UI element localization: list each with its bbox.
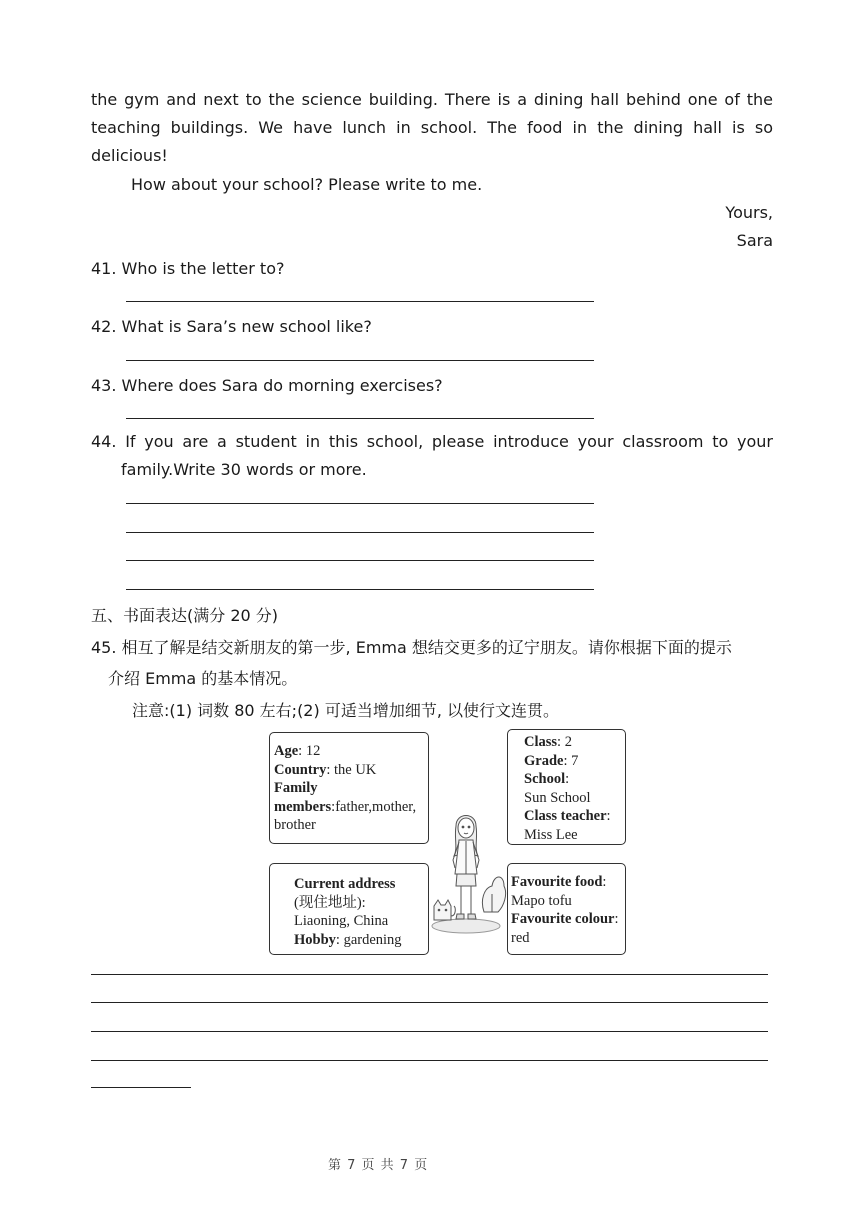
class-value: : 2: [557, 734, 572, 750]
letter-line-1: the gym and next to the science building. There is a dining hall behind one of the: [91, 90, 773, 109]
answer-line-41[interactable]: [126, 301, 594, 302]
question-41: 41. Who is the letter to?: [91, 259, 285, 278]
class-label: Class: [524, 734, 558, 750]
address-note: (现住地址):: [294, 894, 366, 911]
colour-value: red: [511, 929, 530, 946]
writing-line-2[interactable]: [91, 1002, 768, 1003]
grade-label: Grade: [524, 752, 564, 769]
age-label: Age: [274, 743, 299, 759]
food-value: Mapo tofu: [511, 892, 572, 909]
teacher-value: Miss Lee: [524, 826, 578, 843]
grade-value: : 7: [563, 752, 579, 769]
question-45-line-2: 介绍 Emma 的基本情况。: [108, 669, 298, 688]
girl-illustration: [428, 808, 508, 936]
letter-closing: Yours,: [725, 203, 773, 222]
family-label-2: members: [274, 798, 332, 815]
address-value: Liaoning, China: [294, 913, 389, 929]
writing-line-3[interactable]: [91, 1031, 768, 1032]
hobby-label: Hobby: [294, 931, 336, 948]
writing-note: 注意:(1) 词数 80 左右;(2) 可适当增加细节, 以使行文连贯。: [132, 701, 559, 720]
letter-signature: Sara: [736, 231, 773, 250]
family-label-1: Family: [274, 780, 318, 796]
page-number: 第 7 页 共 7 页: [328, 1158, 429, 1173]
answer-line-44-2[interactable]: [126, 532, 594, 533]
answer-line-43[interactable]: [126, 418, 594, 419]
address-label: Current address: [294, 876, 396, 892]
letter-line-4: How about your school? Please write to me.: [131, 175, 483, 194]
answer-line-44-3[interactable]: [126, 560, 594, 561]
card-favourites-info: [507, 863, 626, 955]
question-42: 42. What is Sara’s new school like?: [91, 317, 372, 336]
answer-line-44-4[interactable]: [126, 589, 594, 590]
writing-line-5[interactable]: [91, 1087, 191, 1088]
question-43: 43. Where does Sara do morning exercises?: [91, 376, 443, 395]
colour-label: Favourite colour: [511, 911, 615, 927]
question-44-line-2: family.Write 30 words or more.: [121, 460, 367, 479]
answer-line-44-1[interactable]: [126, 503, 594, 504]
answer-line-42[interactable]: [126, 360, 594, 361]
school-colon: :: [565, 771, 570, 787]
teacher-label: Class teacher: [524, 808, 607, 824]
section-heading: 五、书面表达(满分 20 分): [91, 606, 279, 625]
school-label: School: [524, 771, 566, 787]
food-label: Favourite food: [511, 874, 603, 890]
country-label: Country: [274, 761, 327, 778]
hobby-value: : gardening: [335, 931, 402, 948]
writing-line-1[interactable]: [91, 974, 768, 975]
letter-line-2: teaching buildings. We have lunch in school. The food in the dining hall is so: [91, 118, 773, 137]
colour-colon: :: [614, 911, 619, 927]
family-value-2: brother: [274, 817, 316, 833]
school-value: Sun School: [524, 789, 591, 806]
card-address-info: [269, 863, 429, 955]
teacher-colon: :: [606, 808, 611, 824]
question-44-line-1: 44. If you are a student in this school, please introduce your classroom to your: [91, 432, 773, 451]
writing-line-4[interactable]: [91, 1060, 768, 1061]
card-basic-info: [269, 732, 429, 844]
question-45-line-1: 45. 相互了解是结交新朋友的第一步, Emma 想结交更多的辽宁朋友。请你根据下面的提示: [91, 638, 732, 657]
food-colon: :: [602, 874, 607, 890]
country-value: : the UK: [326, 761, 377, 778]
family-value: :father,mother,: [331, 798, 417, 815]
card-school-info: [507, 729, 626, 845]
letter-line-3: delicious!: [91, 146, 168, 165]
age-value: : 12: [298, 743, 321, 759]
